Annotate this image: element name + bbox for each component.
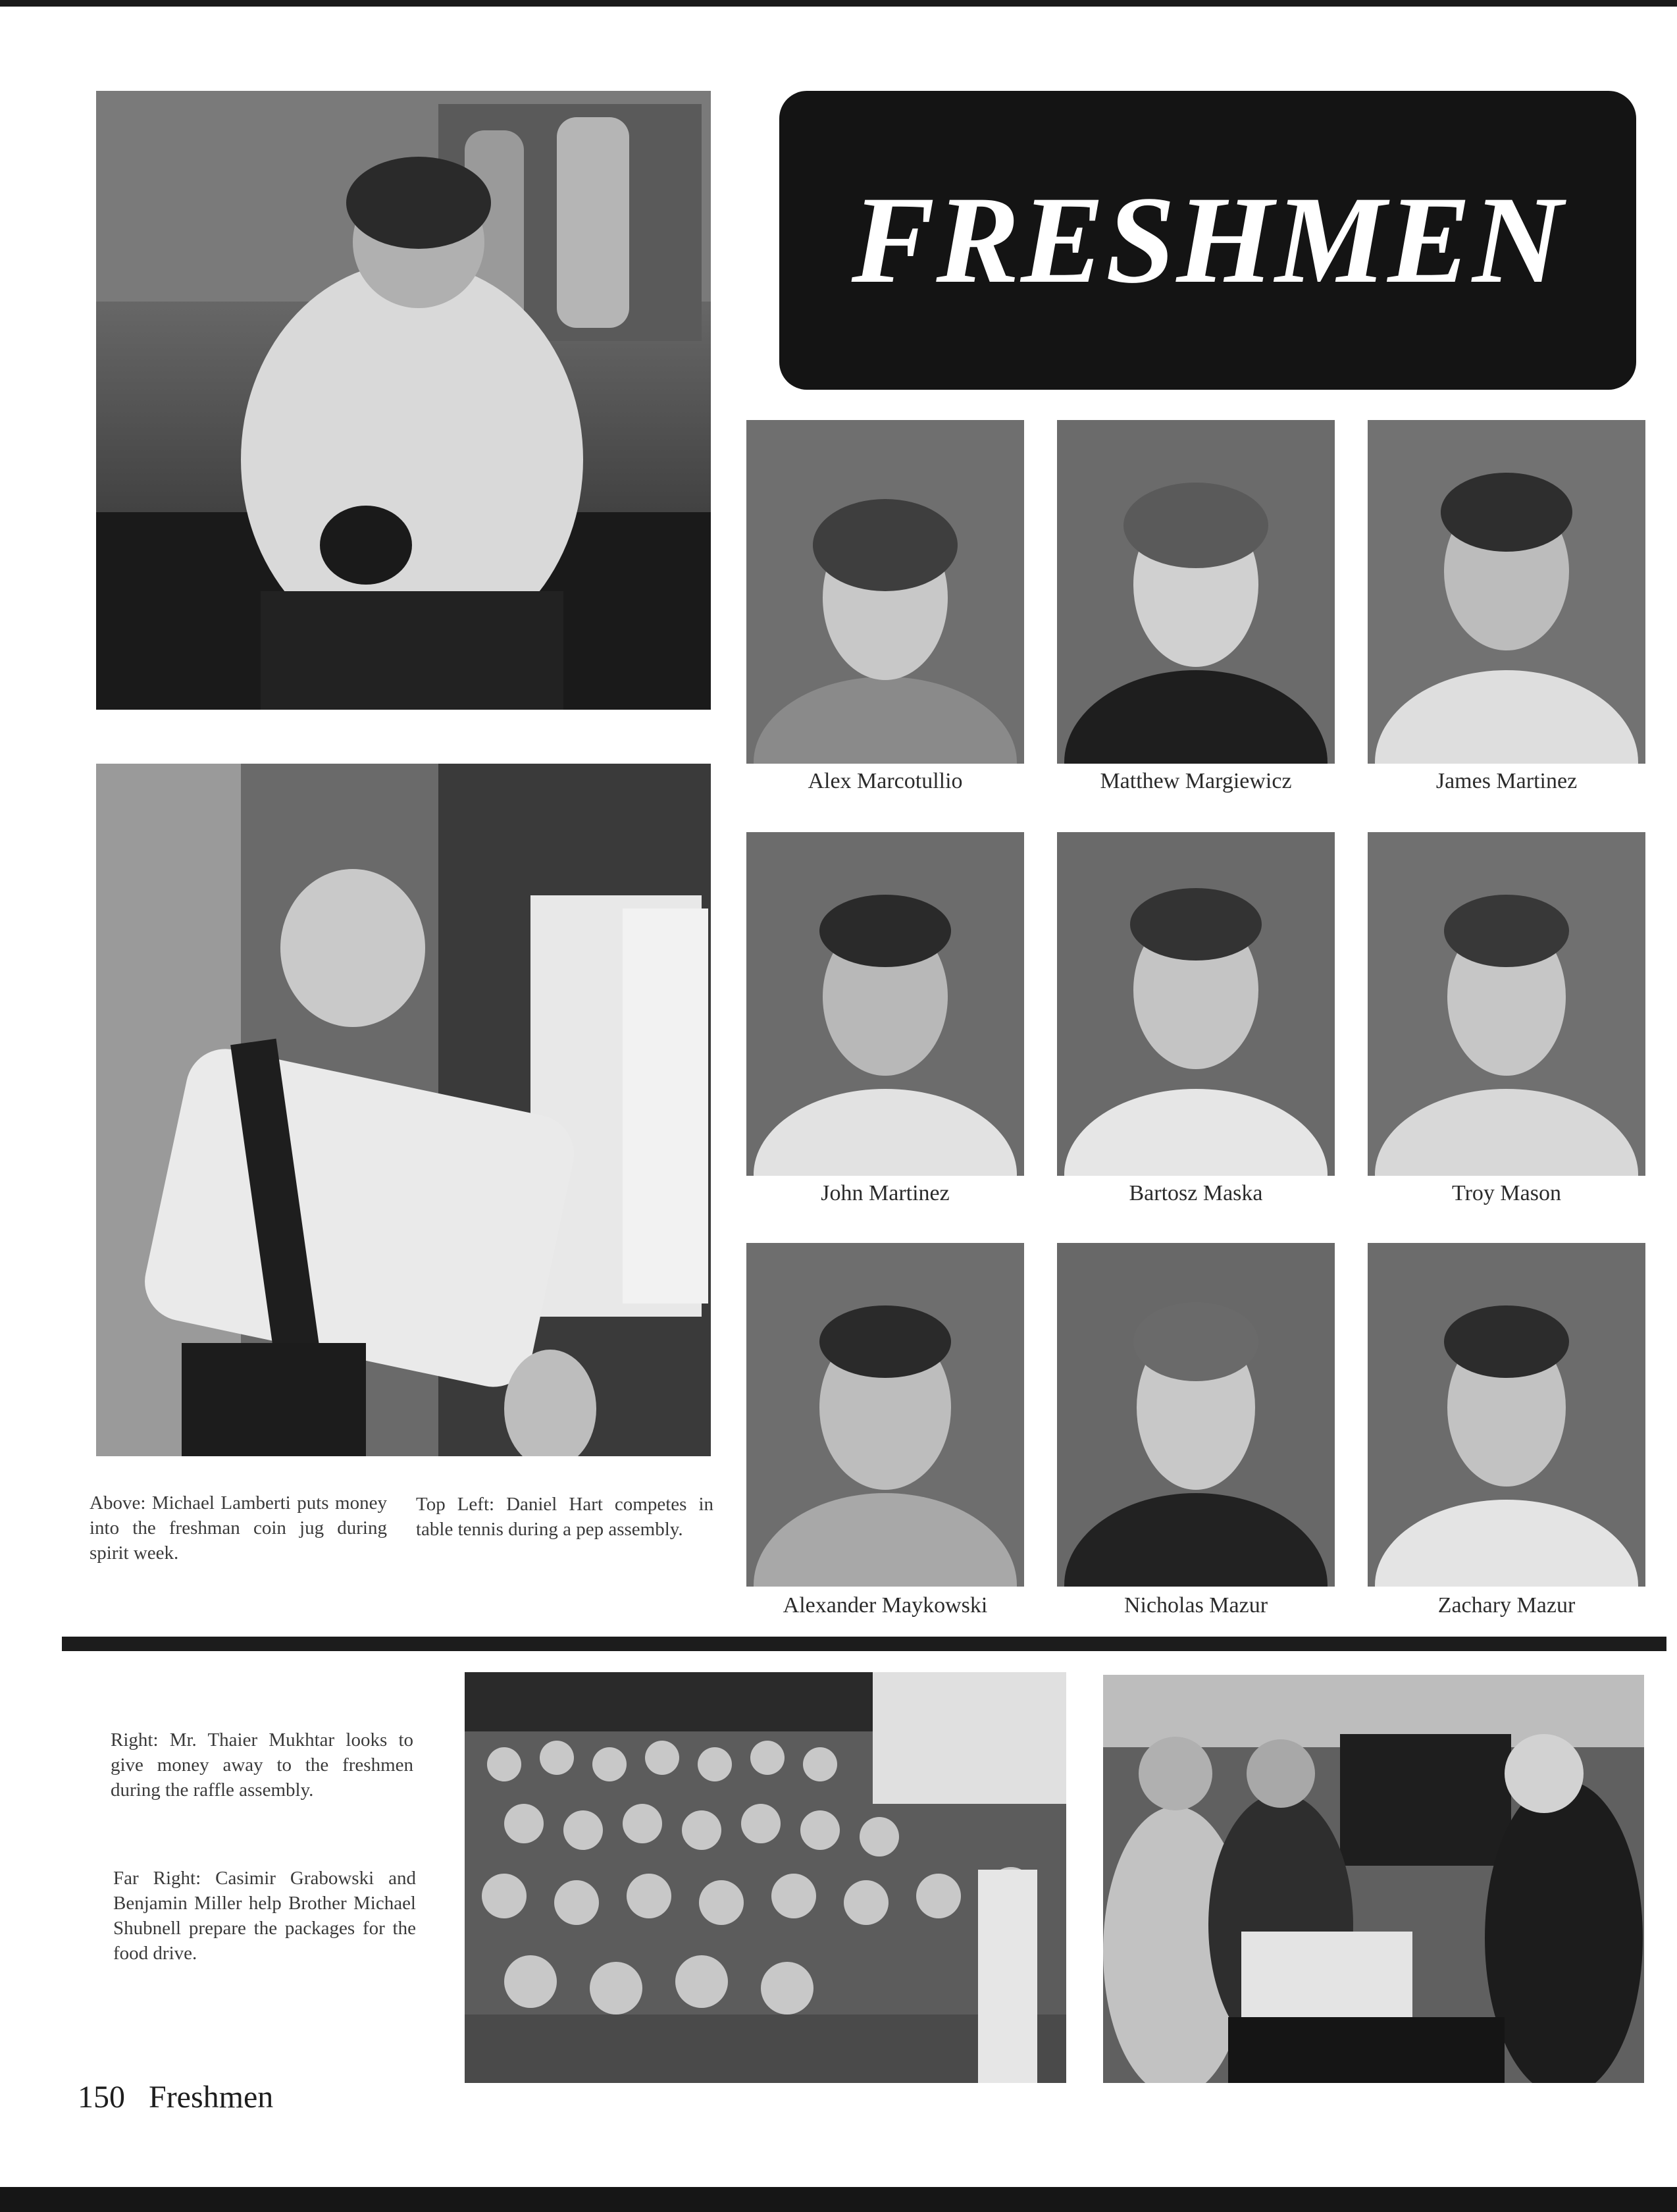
candid-photo-table-tennis — [96, 91, 711, 710]
portrait-name: James Martinez — [1435, 769, 1578, 793]
section-divider — [62, 1637, 1666, 1651]
portrait-name: Matthew Margiewicz — [1100, 769, 1292, 793]
candid-photo-raffle-assembly — [465, 1672, 1066, 2083]
portrait-photo — [1057, 832, 1335, 1176]
portrait-name: Alexander Maykowski — [783, 1593, 988, 1618]
candid-photo-coin-jug — [96, 764, 711, 1456]
portrait-photo — [746, 832, 1024, 1176]
folio-section-name: Freshmen — [149, 2080, 274, 2115]
portrait-photo — [1368, 420, 1645, 764]
portrait-name: Alex Marcotullio — [808, 769, 963, 793]
candid-photo-food-drive — [1103, 1675, 1644, 2083]
portrait-photo — [1368, 832, 1645, 1176]
page-folio — [78, 2079, 297, 2115]
section-title: FRESHMEN — [851, 171, 1564, 309]
portrait-photo — [746, 420, 1024, 764]
portrait-name: Bartosz Maska — [1129, 1181, 1263, 1205]
caption-above: Above: Michael Lamberti puts money into the freshman coin jug during spirit week. — [90, 1492, 387, 1564]
page-number: 150 — [78, 2080, 125, 2115]
portrait-name: Troy Mason — [1452, 1181, 1561, 1205]
portrait-name: Zachary Mazur — [1437, 1593, 1576, 1618]
portrait-name: Nicholas Mazur — [1123, 1593, 1268, 1618]
caption-far-right: Far Right: Casimir Grabowski and Benjamin Miller help Brother Michael Shubnell prepare the packages for the food drive. — [113, 1868, 416, 1964]
page-top-border — [0, 0, 1677, 7]
portrait-photo — [1368, 1243, 1645, 1587]
portrait-photo — [1057, 1243, 1335, 1587]
portrait-name: John Martinez — [821, 1181, 950, 1205]
page-bottom-border — [0, 2187, 1677, 2212]
portrait-photo — [746, 1243, 1024, 1587]
caption-right: Right: Mr. Thaier Mukhtar looks to give money away to the freshmen during the raffle assembly. — [111, 1729, 413, 1801]
section-banner — [779, 91, 1636, 390]
portrait-photo — [1057, 420, 1335, 764]
caption-top-left: Top Left: Daniel Hart competes in table tennis during a pep assembly. — [416, 1494, 713, 1540]
